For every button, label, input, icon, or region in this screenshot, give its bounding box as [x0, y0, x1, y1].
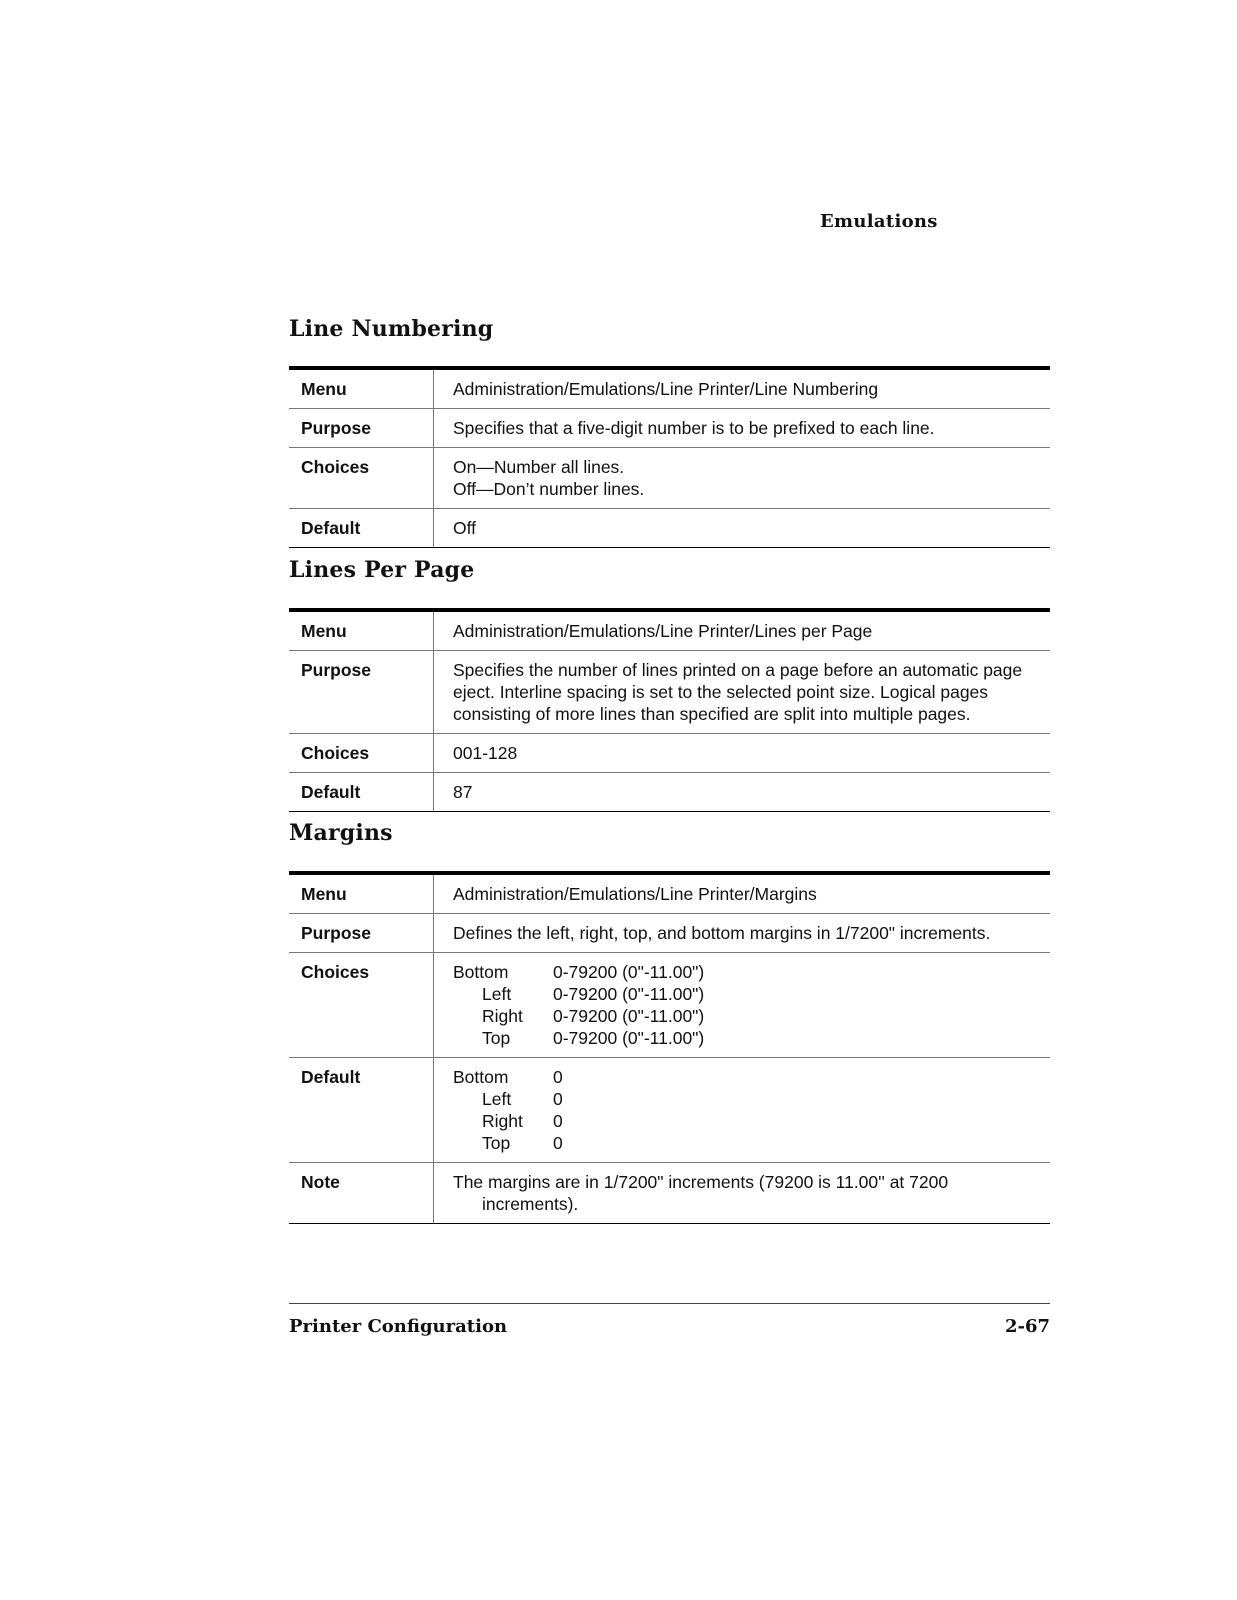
table-row: [289, 1058, 1050, 1163]
table-row: [289, 610, 1050, 651]
margin-default: 0: [553, 1067, 563, 1087]
margin-name: Top: [482, 1028, 511, 1048]
note-line: The margins are in 1/7200" increments (79200 is 11.00'' at 7200: [453, 1172, 949, 1192]
margins-table: [289, 871, 1050, 1224]
lines-per-page-table: [289, 608, 1050, 812]
default-value: 87: [434, 773, 1051, 812]
menu-path: Administration/Emulations/Line Printer/Line Numbering: [434, 368, 1051, 409]
table-row: [289, 509, 1050, 548]
default-value: Off: [434, 509, 1051, 548]
row-label: Default: [289, 509, 434, 548]
row-label: Purpose: [289, 651, 434, 734]
row-label: Menu: [289, 873, 434, 914]
margin-name: Right: [482, 1006, 523, 1026]
choices-value: 001-128: [434, 734, 1051, 773]
table-row: [289, 651, 1050, 734]
table-row: [289, 448, 1050, 509]
choices-list: [434, 448, 1051, 509]
row-label: Purpose: [289, 409, 434, 448]
margin-range: 0-79200 (0"-11.00"): [553, 984, 705, 1004]
choice-item: On—Number all lines.: [453, 457, 625, 477]
table-row: [289, 873, 1050, 914]
table-row: [289, 953, 1050, 1058]
running-head: Emulations: [820, 211, 938, 232]
margin-name: Left: [482, 1089, 512, 1109]
default-item: [453, 1066, 1038, 1088]
row-label: Default: [289, 1058, 434, 1163]
margin-name: Left: [482, 984, 512, 1004]
default-item: [453, 1088, 1038, 1110]
margin-name: Right: [482, 1111, 523, 1131]
choices-list: [434, 953, 1051, 1058]
defaults-list: [434, 1058, 1051, 1163]
row-label: Choices: [289, 448, 434, 509]
row-label: Choices: [289, 734, 434, 773]
default-item: [453, 1110, 1038, 1132]
margin-default: 0: [553, 1111, 563, 1131]
table-row: [289, 734, 1050, 773]
margin-name: Top: [482, 1133, 511, 1153]
table-row: [289, 773, 1050, 812]
purpose-text: Defines the left, right, top, and bottom margins in 1/7200" increments.: [434, 914, 1051, 953]
choice-item: [453, 983, 1038, 1005]
margin-name: Bottom: [453, 1067, 509, 1087]
section-title-margins: Margins: [289, 820, 393, 846]
note-text: [434, 1163, 1051, 1224]
choice-item: Off—Don’t number lines.: [453, 479, 645, 499]
choice-item: [453, 1027, 1038, 1049]
default-item: [453, 1132, 1038, 1154]
margin-range: 0-79200 (0"-11.00"): [553, 1006, 705, 1026]
footer-divider: [289, 1303, 1050, 1304]
table-row: [289, 409, 1050, 448]
section-title-lines-per-page: Lines Per Page: [289, 557, 475, 583]
menu-path: Administration/Emulations/Line Printer/Margins: [434, 873, 1051, 914]
purpose-text: Specifies the number of lines printed on a page before an automatic page eject. Interline spacing is set to the selected point size. Logical pages consisting of more lines than specified are split into multiple pages.: [434, 651, 1051, 734]
choice-item: [453, 961, 1038, 983]
row-label: Choices: [289, 953, 434, 1058]
note-line: increments).: [482, 1194, 579, 1214]
row-label: Purpose: [289, 914, 434, 953]
table-row: [289, 1163, 1050, 1224]
menu-path: Administration/Emulations/Line Printer/Lines per Page: [434, 610, 1051, 651]
margin-range: 0-79200 (0"-11.00"): [553, 1028, 705, 1048]
row-label: Note: [289, 1163, 434, 1224]
table-row: [289, 368, 1050, 409]
section-title-line-numbering: Line Numbering: [289, 316, 494, 342]
margin-default: 0: [553, 1133, 563, 1153]
row-label: Default: [289, 773, 434, 812]
line-numbering-table: [289, 366, 1050, 548]
page-number: 2-67: [1004, 1316, 1050, 1337]
footer-chapter-title: Printer Configuration: [289, 1316, 508, 1337]
row-label: Menu: [289, 610, 434, 651]
table-row: [289, 914, 1050, 953]
margin-default: 0: [553, 1089, 563, 1109]
margin-range: 0-79200 (0"-11.00"): [553, 962, 705, 982]
purpose-text: Specifies that a five-digit number is to be prefixed to each line.: [434, 409, 1051, 448]
margin-name: Bottom: [453, 962, 509, 982]
choice-item: [453, 1005, 1038, 1027]
row-label: Menu: [289, 368, 434, 409]
